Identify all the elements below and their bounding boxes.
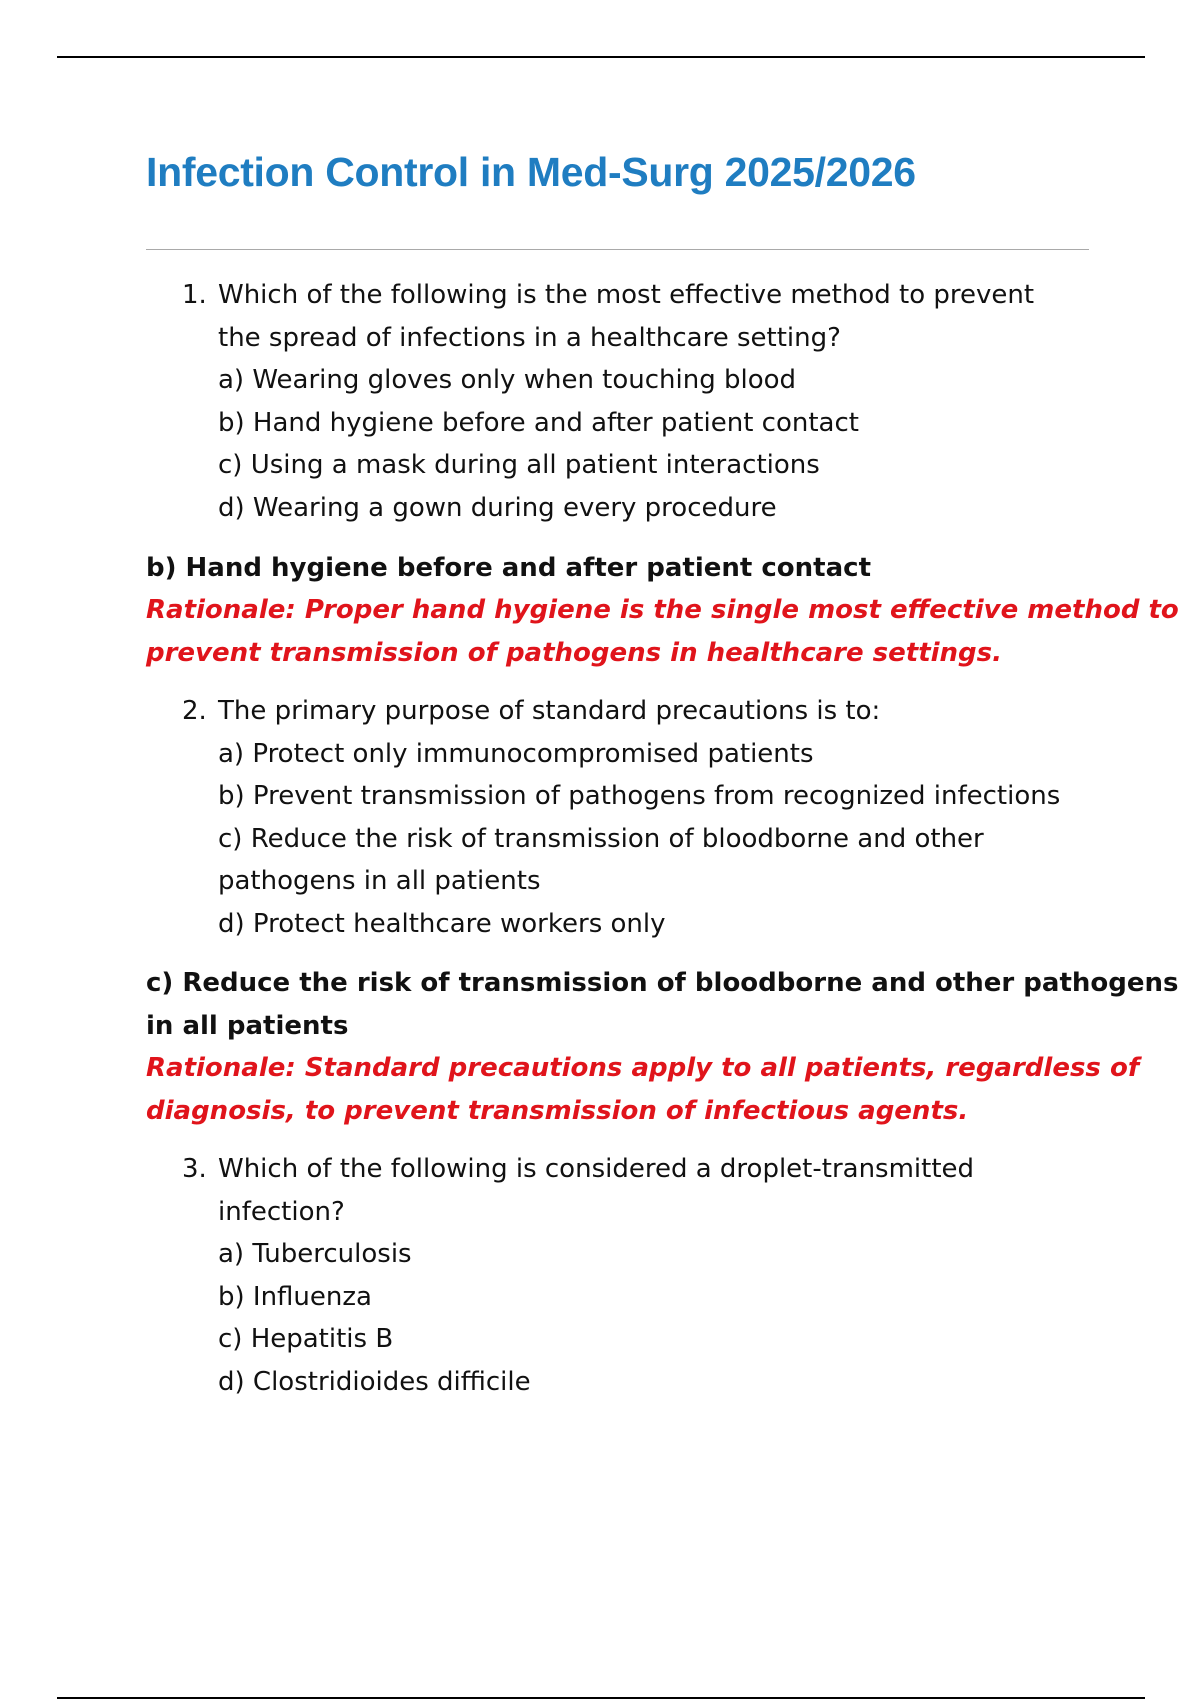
option-c-continued: pathogens in all patients	[218, 866, 541, 896]
question-stem: Which of the following is the most effective method to prevent	[218, 280, 1035, 310]
option-a: a) Protect only immunocompromised patients	[218, 738, 814, 769]
question-stem: the spread of infections in a healthcare setting?	[218, 322, 841, 353]
rationale-1	[146, 589, 1179, 674]
question-1	[146, 274, 1090, 529]
option-b: b) Prevent transmission of pathogens from recognized infections	[218, 781, 1061, 811]
page-top-rule	[57, 56, 1145, 58]
rationale-text: diagnosis, to prevent transmission of infectious agents.	[146, 1095, 969, 1126]
question-number: 2.	[182, 696, 207, 726]
question-3-body	[146, 1148, 1090, 1403]
option-a: a) Wearing gloves only when touching blood	[218, 365, 797, 395]
option-d: d) Protect healthcare workers only	[218, 908, 666, 939]
question-number: 1.	[182, 280, 207, 310]
rationale-2	[146, 1047, 1140, 1132]
question-2-body	[146, 690, 1090, 945]
answer-text: c) Reduce the risk of transmission of bloodborne and other pathogens	[146, 968, 1179, 998]
answer-1	[146, 547, 1090, 590]
answer-2	[146, 962, 1179, 1047]
question-1-body	[146, 274, 1090, 529]
question-stem: infection?	[218, 1196, 345, 1227]
option-d: d) Clostridioides difficile	[218, 1366, 531, 1397]
question-stem: The primary purpose of standard precautions is to:	[218, 696, 881, 726]
question-2	[146, 690, 1090, 945]
rationale-text: Rationale: Standard precautions apply to all patients, regardless of	[146, 1053, 1140, 1083]
document-title: Infection Control in Med-Surg 2025/2026	[146, 149, 916, 195]
answer-text: in all patients	[146, 1010, 349, 1041]
answer-text: b) Hand hygiene before and after patient contact	[146, 553, 871, 583]
option-a: a) Tuberculosis	[218, 1239, 412, 1269]
rationale-text: Rationale: Proper hand hygiene is the single most effective method to	[146, 595, 1179, 625]
question-3	[146, 1148, 1090, 1403]
option-b: b) Hand hygiene before and after patient contact	[218, 407, 859, 438]
question-number: 3.	[182, 1154, 207, 1184]
title-divider	[146, 249, 1089, 250]
option-d: d) Wearing a gown during every procedure	[218, 492, 777, 523]
option-c: c) Hepatitis B	[218, 1324, 394, 1354]
option-c: c) Using a mask during all patient interactions	[218, 450, 820, 480]
option-b: b) Influenza	[218, 1281, 372, 1312]
option-c: c) Reduce the risk of transmission of bloodborne and other	[218, 823, 984, 854]
rationale-text: prevent transmission of pathogens in healthcare settings.	[146, 637, 1003, 668]
question-stem: Which of the following is considered a droplet-transmitted	[218, 1154, 975, 1184]
page-bottom-rule	[57, 1697, 1145, 1699]
